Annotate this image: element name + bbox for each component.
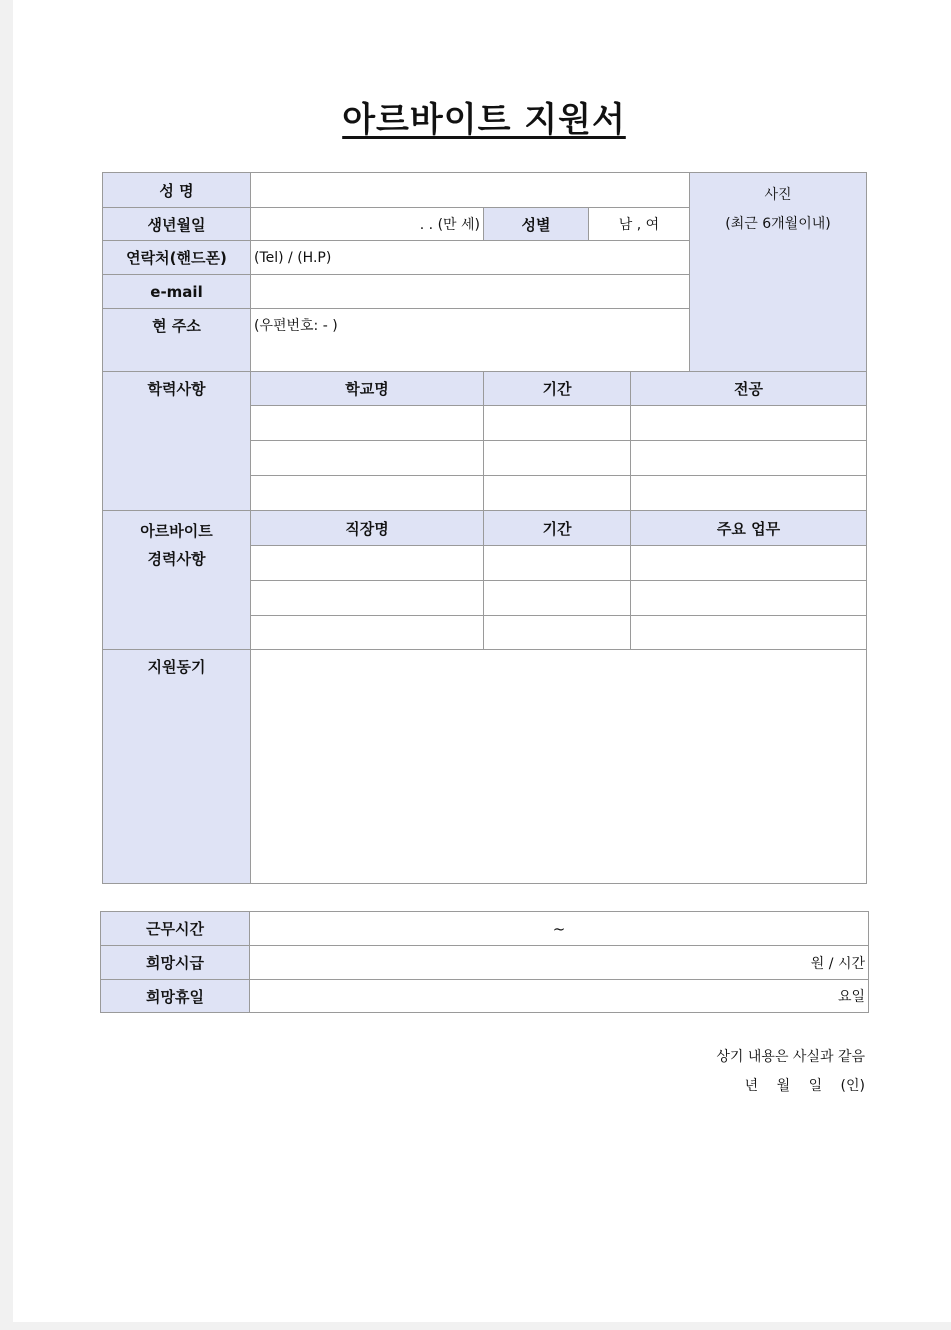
career-duties-cell[interactable]	[631, 616, 867, 650]
education-period-cell[interactable]	[484, 476, 631, 511]
work-conditions-table	[100, 911, 869, 1013]
postal-code-placeholder: (우편번호: - )	[254, 318, 338, 334]
career-duties-cell[interactable]	[631, 546, 867, 581]
education-major-cell[interactable]	[631, 441, 867, 476]
name-label: 성 명	[103, 173, 251, 208]
application-table	[102, 172, 867, 884]
career-col-duties: 주요 업무	[631, 511, 867, 546]
education-major-cell[interactable]	[631, 476, 867, 511]
contact-input[interactable]	[251, 241, 690, 275]
career-col-workplace: 직장명	[251, 511, 484, 546]
photo-note: (최근 6개월이내)	[725, 216, 831, 232]
photo-label: 사진	[764, 187, 792, 203]
signature-year: 년	[744, 1078, 759, 1094]
work-hours-label: 근무시간	[101, 912, 250, 946]
birthdate-input[interactable]	[251, 208, 484, 241]
form-title: 아르바이트 지원서	[342, 100, 626, 140]
birthdate-suffix: . . (만 세)	[419, 217, 480, 233]
work-hours-separator: ~	[552, 919, 566, 938]
education-period-cell[interactable]	[484, 441, 631, 476]
signature-seal[interactable]: (인)	[840, 1078, 865, 1094]
hourly-wage-input[interactable]	[250, 946, 869, 980]
career-workplace-cell[interactable]	[251, 546, 484, 581]
education-school-cell[interactable]	[251, 406, 484, 441]
contact-label: 연락처(핸드폰)	[103, 241, 251, 275]
email-input[interactable]	[251, 275, 690, 309]
education-major-cell[interactable]	[631, 406, 867, 441]
photo-box[interactable]	[690, 173, 867, 372]
signature-line	[731, 1075, 865, 1095]
address-label: 현 주소	[103, 309, 251, 372]
career-label	[103, 511, 251, 650]
education-school-cell[interactable]	[251, 476, 484, 511]
day-off-label: 희망휴일	[101, 980, 250, 1013]
motivation-label: 지원동기	[103, 650, 251, 884]
hourly-wage-label: 희망시급	[101, 946, 250, 980]
education-school-cell[interactable]	[251, 441, 484, 476]
confirmation-statement: 상기 내용은 사실과 같음	[716, 1049, 865, 1065]
hourly-wage-unit: 원 / 시간	[810, 955, 865, 972]
education-col-major: 전공	[631, 372, 867, 406]
career-label-line2: 경력사항	[147, 550, 206, 568]
gender-label: 성별	[484, 208, 589, 241]
career-duties-cell[interactable]	[631, 581, 867, 616]
address-input[interactable]	[251, 309, 690, 372]
signature-day: 일	[808, 1078, 823, 1094]
career-period-cell[interactable]	[484, 546, 631, 581]
career-col-period: 기간	[484, 511, 631, 546]
education-col-school: 학교명	[251, 372, 484, 406]
education-label: 학력사항	[103, 372, 251, 511]
name-input[interactable]	[251, 173, 690, 208]
education-col-period: 기간	[484, 372, 631, 406]
career-workplace-cell[interactable]	[251, 616, 484, 650]
gender-input[interactable]	[589, 208, 690, 241]
motivation-input[interactable]	[251, 650, 867, 884]
career-period-cell[interactable]	[484, 616, 631, 650]
day-off-input[interactable]	[250, 980, 869, 1013]
education-period-cell[interactable]	[484, 406, 631, 441]
email-label: e-mail	[103, 275, 251, 309]
gender-options: 남 , 여	[618, 217, 660, 233]
career-workplace-cell[interactable]	[251, 581, 484, 616]
day-off-unit: 요일	[837, 989, 865, 1005]
career-period-cell[interactable]	[484, 581, 631, 616]
contact-placeholder: (Tel) / (H.P)	[254, 249, 332, 266]
signature-month: 월	[776, 1078, 791, 1094]
birthdate-label: 생년월일	[103, 208, 251, 241]
work-hours-input[interactable]	[250, 912, 869, 946]
career-label-line1: 아르바이트	[140, 522, 213, 540]
